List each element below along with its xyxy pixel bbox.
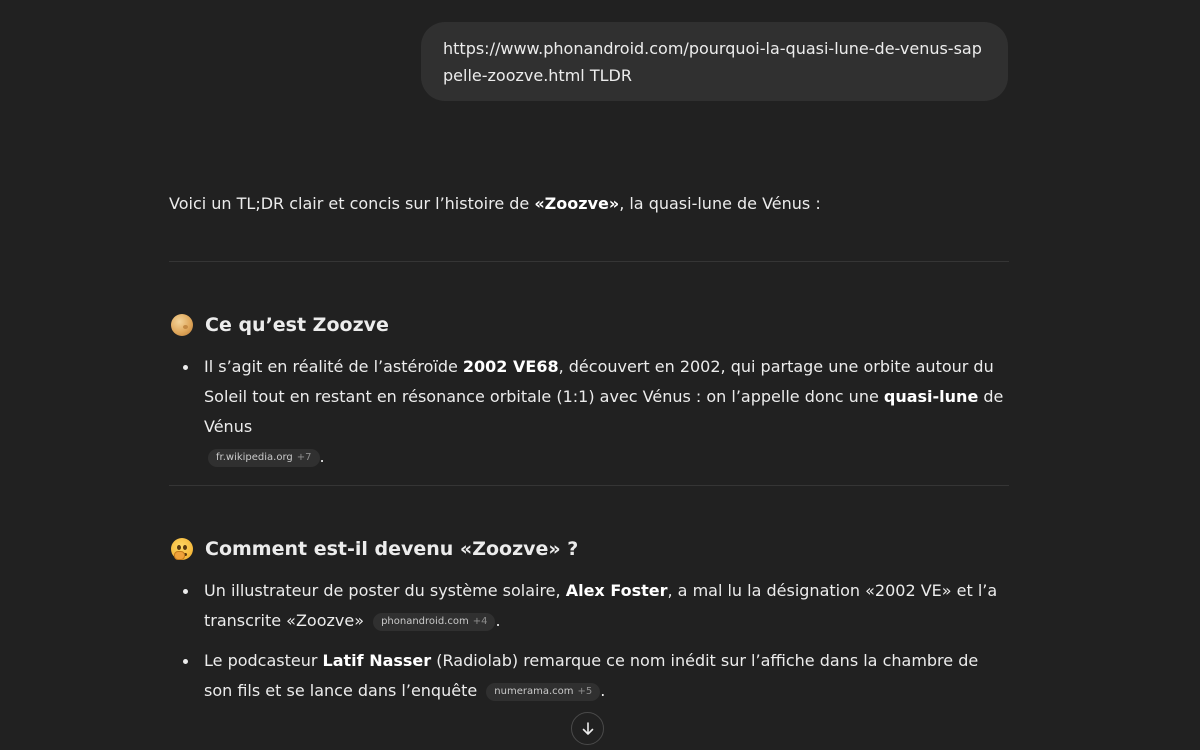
- section-divider: [169, 261, 1009, 262]
- bullet-bold: Latif Nasser: [322, 651, 432, 670]
- bullet-text: de Vénus: [204, 387, 1004, 436]
- section-title-how: [171, 535, 578, 563]
- citation-chip[interactable]: [208, 449, 320, 467]
- thinking-face-icon: [171, 538, 193, 560]
- list-item: [169, 352, 1009, 472]
- intro-text-end: , la quasi-lune de Vénus :: [619, 194, 821, 213]
- bullet-bold: Alex Foster: [565, 581, 668, 600]
- citation-source: fr.wikipedia.org: [216, 452, 293, 463]
- section-list-how: [169, 576, 1009, 716]
- bullet-text: Il s’agit en réalité de l’astéroïde: [204, 357, 463, 376]
- user-message-text: https://www.phonandroid.com/pourquoi-la-quasi-lune-de-venus-sappelle-zoozve.html TLDR: [443, 39, 982, 85]
- citation-source: numerama.com: [494, 686, 574, 697]
- user-message-bubble: [421, 22, 1008, 101]
- bullet-text: , a mal lu la désignation «2002 VE» et l’a transcrite «Zoozve»: [204, 581, 998, 630]
- answer-intro: [169, 190, 1009, 217]
- section-divider: [169, 485, 1009, 486]
- citation-chip[interactable]: [486, 683, 600, 701]
- section-title-what: [171, 311, 389, 339]
- bullet-bold: 2002 VE68: [462, 357, 559, 376]
- section-title-text: Ce qu’est Zoozve: [205, 314, 389, 336]
- moon-icon: [171, 314, 193, 336]
- bullet-end: .: [319, 447, 325, 466]
- intro-bold-name: «Zoozve»: [534, 194, 620, 213]
- citation-more: +7: [296, 452, 312, 463]
- citation-more: +4: [472, 616, 488, 627]
- scroll-to-bottom-button[interactable]: [571, 712, 604, 745]
- citation-chip[interactable]: [373, 613, 495, 631]
- bullet-end: .: [495, 611, 501, 630]
- section-title-text: Comment est-il devenu «Zoozve» ?: [205, 538, 579, 560]
- bullet-text: Le podcasteur: [204, 651, 323, 670]
- arrow-down-icon: [580, 721, 596, 737]
- intro-text: Voici un TL;DR clair et concis sur l’histoire de: [169, 194, 535, 213]
- citation-source: phonandroid.com: [381, 616, 469, 627]
- citation-more: +5: [577, 686, 593, 697]
- bullet-end: .: [600, 681, 606, 700]
- section-list-what: [169, 352, 1009, 482]
- bullet-text: , découvert en 2002, qui partage une orbite autour du Soleil tout en restant en résonance orbitale (1:1) avec Vénus : on l’appelle donc une: [204, 357, 994, 406]
- bullet-text: Un illustrateur de poster du système solaire,: [204, 581, 566, 600]
- bullet-text: (Radiolab) remarque ce nom inédit sur l’affiche dans la chambre de son fils et se lance dans l’enquête: [204, 651, 979, 700]
- list-item: [169, 646, 1009, 706]
- bullet-bold: quasi-lune: [883, 387, 979, 406]
- list-item: [169, 576, 1009, 636]
